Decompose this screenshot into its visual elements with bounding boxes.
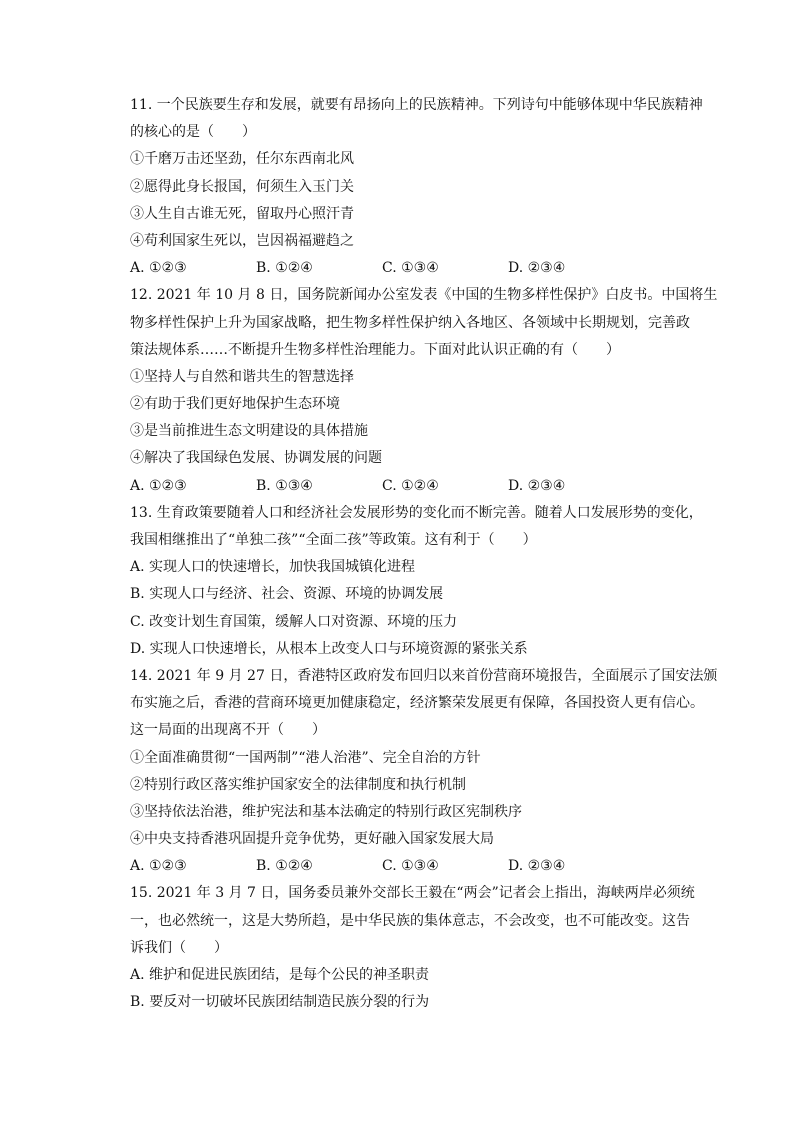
answer-options [130, 853, 690, 880]
option-c: C. ①③④ [382, 260, 439, 277]
option-c: C. ①②④ [382, 477, 439, 494]
statement-item: ②有助于我们更好地保护生态环境 [130, 396, 340, 413]
question-stem-line: 物多样性保护上升为国家战略，把生物多样性保护纳入各地区、各领域中长期规划，完善政 [130, 314, 690, 331]
option-d: D. ②③④ [508, 477, 566, 494]
question-14 [130, 663, 718, 881]
statement-item: ③是当前推进生态文明建设的具体措施 [130, 423, 368, 440]
question-11 [130, 92, 703, 282]
statement-item: ①坚持人与自然和谐共生的智慧选择 [130, 368, 354, 385]
option-c: C. 改变计划生育国策，缓解人口对资源、环境的压力 [130, 613, 458, 630]
option-a: A. ①②③ [130, 858, 187, 875]
question-stem-line: 14. 2021 年 9 月 27 日，香港特区政府发布回归以来首份营商环境报告，全面展示了国安法颁 [130, 667, 718, 684]
option-b: B. 实现人口与经济、社会、资源、环境的协调发展 [130, 586, 444, 603]
option-a: A. 维护和促进民族团结，是每个公民的神圣职责 [130, 967, 430, 983]
option-b: B. ①②④ [256, 260, 313, 277]
statement-item: ③坚持依法治港，维护宪法和基本法确定的特别行政区宪制秩序 [130, 803, 522, 820]
option-d: D. 实现人口快速增长，从根本上改变人口与环境资源的紧张关系 [130, 640, 528, 657]
answer-options [130, 255, 690, 282]
statement-item: ④解决了我国绿色发展、协调发展的问题 [130, 450, 382, 467]
option-d: D. ②③④ [508, 260, 566, 277]
question-stem-line: 12. 2021 年 10 月 8 日，国务院新闻办公室发表《中国的生物多样性保护》白皮书。中国将生 [130, 287, 718, 304]
statement-item: ①千磨万击还坚劲，任尔东西南北风 [130, 151, 354, 168]
question-stem-line: 诉我们（ ） [130, 939, 228, 956]
question-stem-line: 布实施之后，香港的营商环境更加健康稳定，经济繁荣发展更有保障，各国投资人更有信心。 [130, 695, 704, 712]
question-stem-line: 13. 生育政策要随着人口和经济社会发展形势的变化而不断完善。随着人口发展形势的变化， [130, 504, 703, 521]
option-a: A. 实现人口的快速增长，加快我国城镇化进程 [130, 559, 416, 576]
question-stem-line: 策法规体系……不断提升生物多样性治理能力。下面对此认识正确的有（ ） [130, 341, 620, 358]
option-a: A. ①②③ [130, 260, 187, 277]
question-stem-line: 这一局面的出现离不开（ ） [130, 722, 326, 739]
question-stem-line: 15. 2021 年 3 月 7 日，国务委员兼外交部长王毅在“两会”记者会上指出，海峡两岸必须统 [130, 885, 695, 902]
answer-options [130, 473, 690, 500]
statement-item: ①全面准确贯彻“一国两制”“港人治港”、完全自治的方针 [130, 749, 481, 766]
option-d: D. ②③④ [508, 858, 566, 875]
option-a: A. ①②③ [130, 477, 187, 494]
option-b: B. ①②④ [256, 858, 313, 875]
question-stem-line: 我国相继推出了“单独二孩”“全面二孩”等政策。这有利于（ ） [130, 532, 537, 548]
question-stem-line: 一，也必然统一，这是大势所趋，是中华民族的集体意志，不会改变，也不可能改变。这告 [130, 912, 690, 929]
statement-item: ④苟利国家生死以，岂因祸福避趋之 [130, 232, 354, 249]
option-c: C. ①③④ [382, 858, 439, 875]
question-12 [130, 282, 718, 500]
exam-page [130, 92, 718, 1016]
question-stem-line: 的核心的是（ ） [130, 124, 256, 141]
statement-item: ②特别行政区落实维护国家安全的法律制度和执行机制 [130, 776, 466, 793]
question-15 [130, 880, 695, 1016]
statement-item: ④中央支持香港巩固提升竞争优势，更好融入国家发展大局 [130, 831, 494, 848]
question-13 [130, 500, 703, 663]
option-b: B. 要反对一切破坏民族团结制造民族分裂的行为 [130, 994, 430, 1011]
question-stem-line: 11. 一个民族要生存和发展，就要有昂扬向上的民族精神。下列诗句中能够体现中华民族精神 [130, 97, 703, 113]
option-b: B. ①③④ [256, 477, 313, 494]
statement-item: ②愿得此身长报国，何须生入玉门关 [130, 178, 354, 195]
statement-item: ③人生自古谁无死，留取丹心照汗青 [130, 205, 354, 222]
